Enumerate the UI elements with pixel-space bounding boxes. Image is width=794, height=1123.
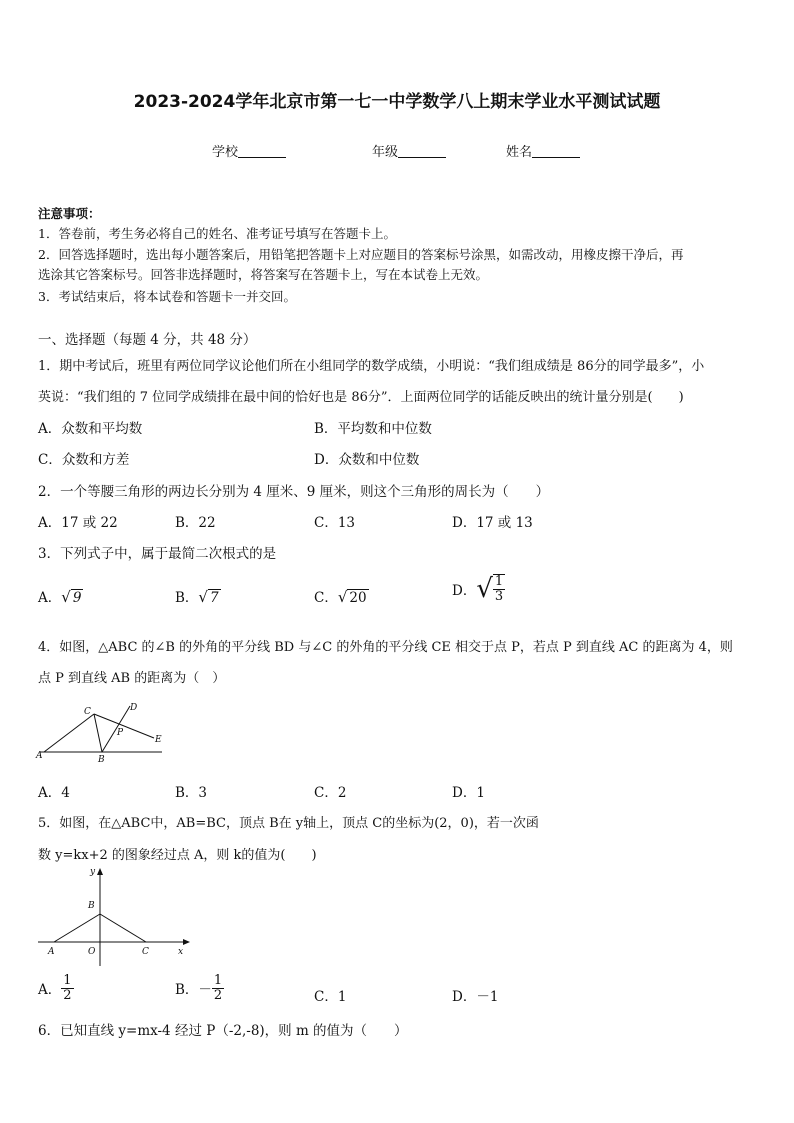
q5-b-numerator: 1 xyxy=(213,973,223,988)
q5-line1: 5．如图，在△ABC中，AB=BC，顶点 B在 y轴上，顶点 C的坐标为(2，0)，若一次函 xyxy=(38,816,539,831)
q5-a-denominator: 2 xyxy=(63,987,72,1003)
q5-label-a: A xyxy=(48,947,55,957)
q3-d-denominator: 3 xyxy=(494,589,504,604)
q2-option-b[interactable]: B．22 xyxy=(175,515,216,531)
q4-figure xyxy=(34,700,174,770)
q3-option-d[interactable]: D．√ $\frac{1}{3}$ xyxy=(452,574,504,604)
q2-option-c[interactable]: C．13 xyxy=(314,515,356,531)
q5-label-y: y xyxy=(90,867,96,877)
q4-label-c: C xyxy=(84,707,91,717)
q5-line2: 数 y=kx+2 的图象经过点 A，则 k的值为( ) xyxy=(38,848,317,863)
notice-item-2-cont: 选涂其它答案标号。回答非选择题时，将答案写在答题卡上，写在本试卷上无效。 xyxy=(38,267,489,282)
q5-option-b[interactable] xyxy=(175,974,224,1002)
q4-line-bd xyxy=(102,706,130,752)
grade-field[interactable] xyxy=(372,141,446,160)
q2-option-a[interactable]: A．17 或 22 xyxy=(38,515,118,531)
q1-option-b[interactable]: B．平均数和中位数 xyxy=(314,421,432,437)
q4-label-b: B xyxy=(98,755,105,765)
notice-item-3: 3．考试结束后，将本试卷和答题卡一并交回。 xyxy=(38,289,296,304)
q1-option-c[interactable]: C．众数和方差 xyxy=(38,452,130,468)
q5-label-x: x xyxy=(178,947,184,957)
q3-option-a[interactable]: A．√ 9 xyxy=(38,588,82,606)
q5-x-arrow xyxy=(183,939,190,945)
q4-line1: 4．如图，△ABC 的∠B 的外角的平分线 BD 与∠C 的外角的平分线 CE 相交于点 P，若点 P 到直线 AC 的距离为 4，则 xyxy=(38,640,733,655)
school-field[interactable] xyxy=(212,141,286,160)
q4-line2: 点 P 到直线 AB 的距离为（ ） xyxy=(38,671,226,686)
q3-c-label: C． xyxy=(314,590,338,606)
q5-label-o: O xyxy=(88,947,96,957)
q3-a-radicand: 9 xyxy=(72,590,82,606)
q4-label-p: P xyxy=(117,728,124,738)
q3-b-label: B． xyxy=(175,590,199,606)
q5-figure xyxy=(34,862,194,970)
notice-item-1: 1．答卷前，考生务必将自己的姓名、准考证号填写在答题卡上。 xyxy=(38,226,396,241)
q4-option-d[interactable]: D．1 xyxy=(452,785,485,801)
notice-heading: 注意事项： xyxy=(38,206,101,221)
q3-d-numerator: 1 xyxy=(494,574,504,590)
q1-option-a[interactable]: A．众数和平均数 xyxy=(38,421,143,437)
q4-line-bc xyxy=(94,714,102,752)
school-label: 学校 xyxy=(212,145,239,160)
q4-option-b[interactable]: B．3 xyxy=(175,785,208,801)
q3-d-label: D． xyxy=(452,583,477,599)
q5-option-c[interactable]: C．1 xyxy=(314,989,347,1005)
q5-option-d[interactable]: D．－1 xyxy=(452,989,499,1005)
q5-a-numerator: 1 xyxy=(63,973,72,988)
q3-c-radicand: 20 xyxy=(349,590,367,606)
q5-b-label: B．－ xyxy=(175,982,212,999)
q6-text: 6．已知直线 y=mx-4 经过 P（-2,-8)，则 m 的值为（ ） xyxy=(38,1023,408,1039)
q4-line-ac xyxy=(44,714,94,752)
section-title: 一、选择题（每题 4 分，共 48 分） xyxy=(38,332,257,348)
q5-label-c: C xyxy=(142,947,149,957)
page-title: 2023-2024学年北京市第一七一中学数学八上期末学业水平测试试题 xyxy=(133,92,661,112)
q4-option-a[interactable]: A．4 xyxy=(38,785,70,801)
q4-label-d: D xyxy=(130,703,138,713)
q5-segment-ab xyxy=(54,914,100,942)
name-field[interactable] xyxy=(506,141,580,160)
q3-b-radicand: 7 xyxy=(209,590,219,606)
q4-line-ce xyxy=(94,714,154,738)
q3-option-c[interactable]: C．√ 20 xyxy=(314,588,367,606)
grade-label: 年级 xyxy=(372,145,399,160)
q5-b-denominator: 2 xyxy=(213,987,223,1003)
q2-option-d[interactable]: D．17 或 13 xyxy=(452,515,533,531)
q4-option-c[interactable]: C．2 xyxy=(314,785,347,801)
q2-text: 2．一个等腰三角形的两边长分别为 4 厘米、9 厘米，则这个三角形的周长为（ ） xyxy=(38,484,550,500)
q1-option-d[interactable]: D．众数和中位数 xyxy=(314,452,420,468)
q1-line1: 1．期中考试后，班里有两位同学议论他们所在小组同学的数学成绩，小明说：“我们组成绩是 86分的同学最多”，小 xyxy=(38,359,705,374)
q4-label-a: A xyxy=(36,751,43,761)
q3-option-b[interactable]: B．√ 7 xyxy=(175,588,219,606)
q5-segment-bc xyxy=(100,914,146,942)
q1-line2: 英说：“我们组的 7 位同学成绩排在最中间的恰好也是 86分”．上面两位同学的话能反映出的统计量分别是( ) xyxy=(38,390,684,405)
name-label: 姓名 xyxy=(506,145,533,160)
q3-text: 3．下列式子中，属于最简二次根式的是 xyxy=(38,546,277,562)
q5-a-label: A． xyxy=(38,982,62,999)
q3-a-label: A． xyxy=(38,590,62,606)
q5-option-a[interactable] xyxy=(38,974,74,1002)
q5-y-arrow xyxy=(97,868,103,875)
notice-item-2: 2．回答选择题时，选出每小题答案后，用铅笔把答题卡上对应题目的答案标号涂黑，如需改动，用橡皮擦干净后，再 xyxy=(38,247,684,262)
q5-label-b: B xyxy=(88,901,95,911)
q4-label-e: E xyxy=(155,735,162,745)
